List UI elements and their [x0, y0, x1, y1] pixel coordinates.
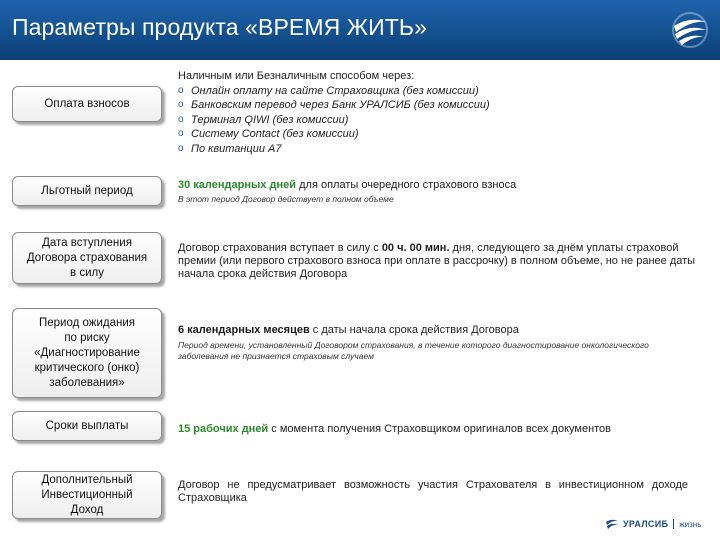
label-payment [12, 86, 162, 122]
waiting-period-content: 6 календарных месяцев с даты начала срока действия Договора Период времени, установленный Договором страхования, в течение которого диагностирование онкологического заболевания не признается страховым случаем [178, 324, 708, 362]
grace-period-content: 30 календарных дней для оплаты очередного страхового взноса В этот период Договор действует в полном объеме [178, 179, 708, 205]
footer-brand: УРАЛСИБ [623, 519, 669, 529]
bullet-icon: o [178, 142, 184, 154]
payment-methods [178, 69, 708, 156]
bullet-icon: o [178, 128, 184, 139]
waiting-period-highlight: 6 календарных месяцев [178, 324, 310, 336]
grace-period-note: В этот период Договор действует в полном объеме [178, 194, 394, 204]
page-title: Параметры продукта «ВРЕМЯ ЖИТЬ» [12, 14, 427, 40]
list-item: o По квитанции А7 [178, 142, 282, 155]
bullet-icon: o [178, 99, 184, 110]
label-effective-date: Дата вступления Договора страхования в силу [12, 232, 162, 284]
investment-income-content: Договор не предусматривает возможность участия Страхователя в инвестиционном доходе Страховщика [178, 479, 688, 504]
label-payment-text: Оплата взносов [44, 97, 130, 110]
payout-terms-highlight: 15 рабочих дней [178, 423, 269, 435]
effective-date-content: Договор страхования вступает в силу с 00 ч. 00 мин. дня, следующего за днём уплаты страховой премии (или первого страхового взноса при оплате в рассрочку) в полном объеме, но не ранее даты начала срока действия Договора [178, 242, 696, 280]
label-waiting-period: Период ожидания по риску «Диагностирование критического (онко) заболевания» [12, 308, 162, 398]
uralsib-small-icon [605, 517, 619, 531]
list-item: o Онлайн оплату на сайте Страховщика (без комиссии) [178, 84, 479, 97]
footer-logo [605, 513, 715, 535]
payment-intro: Наличным или Безналичным способом через: [178, 70, 415, 82]
footer-divider [673, 519, 674, 529]
label-grace-period: Льготный период [12, 176, 162, 206]
bullet-icon: o [178, 113, 184, 125]
list-item: o Терминал QIWI (без комиссии) [178, 113, 349, 126]
payment-list [178, 84, 708, 157]
bullet-icon: o [178, 84, 184, 96]
list-item: o Систему Contact (без комиссии) [178, 128, 359, 140]
label-payout-terms: Сроки выплаты [12, 411, 162, 441]
header-bar [0, 0, 720, 60]
list-item: o Банковским перевод через Банк УРАЛСИБ (без комиссии) [178, 99, 490, 111]
uralsib-logo-icon [668, 8, 712, 52]
footer-sub: жизнь [679, 519, 702, 529]
grace-period-highlight: 30 календарных дней [178, 179, 297, 191]
payout-terms-content: 15 рабочих дней с момента получения Страховщиком оригиналов всех документов [178, 423, 612, 435]
label-investment-income: Дополнительный Инвестиционный Доход [12, 471, 162, 519]
waiting-period-note: Период времени, установленный Договором страхования, в течение которого диагностирование онкологического заболевания не признается страховым случаем [178, 340, 649, 361]
